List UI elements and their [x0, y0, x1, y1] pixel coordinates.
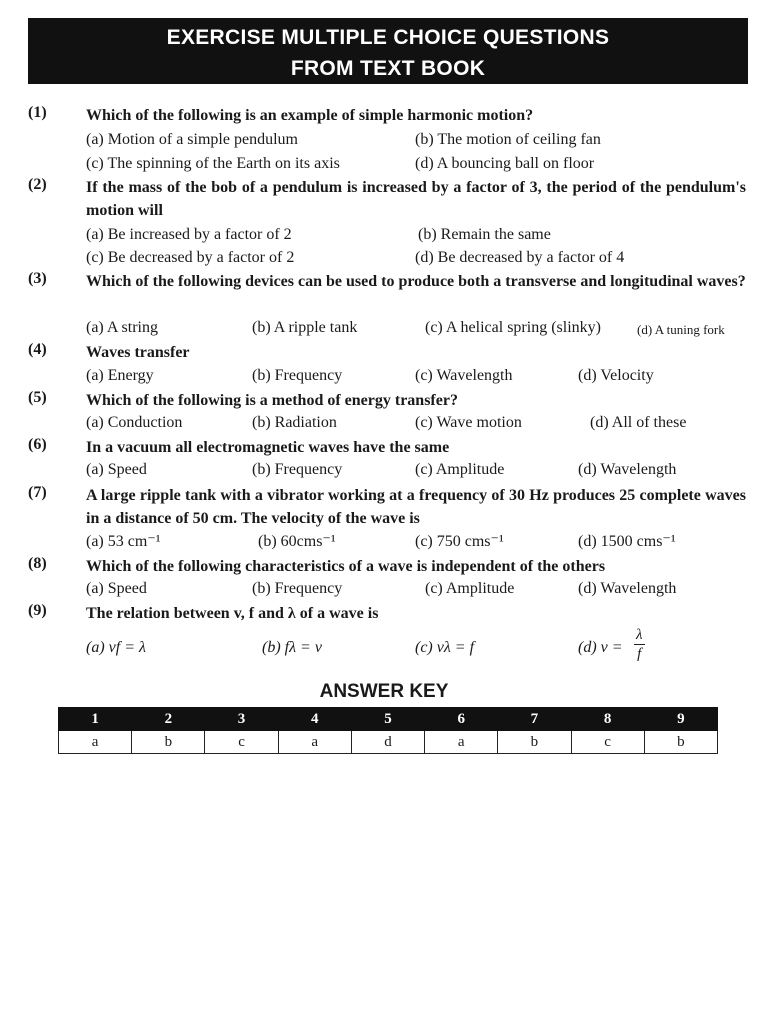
question-number: (6) [28, 436, 47, 453]
answer-key-table [58, 707, 718, 754]
option-c: (c) 750 cms⁻¹ [415, 533, 504, 550]
option-c: (c) Wavelength [415, 367, 513, 384]
question-text: In a vacuum all electromagnetic waves have the same [86, 439, 450, 456]
option-a: (a) Speed [86, 461, 147, 478]
question-number: (7) [28, 484, 47, 501]
question-number: (2) [28, 176, 47, 193]
column-header: 9 [644, 708, 717, 731]
option-a: (a) 53 cm⁻¹ [86, 533, 161, 550]
option-a: (a) Energy [86, 367, 154, 384]
answer-cell: b [132, 731, 205, 754]
option-b: (b) fλ = v [262, 639, 322, 656]
column-header: 5 [351, 708, 424, 731]
header-line-2: FROM TEXT BOOK [290, 57, 486, 80]
option-b: (b) The motion of ceiling fan [415, 131, 601, 148]
option-a: (a) Be increased by a factor of 2 [86, 226, 292, 243]
question-text: Which of the following devices can be used to produce both a transverse and longitudinal waves? [86, 273, 746, 290]
header-line-1: EXERCISE MULTIPLE CHOICE QUESTIONS [166, 26, 610, 49]
column-header: 2 [132, 708, 205, 731]
option-d: (d) A bouncing ball on floor [415, 155, 595, 172]
question-text: Waves transfer [86, 344, 190, 361]
option-c: (c) Wave motion [415, 414, 522, 431]
option-d: (d) 1500 cms⁻¹ [578, 533, 676, 550]
option-d: (d) Velocity [578, 367, 654, 384]
answer-cell: d [351, 731, 424, 754]
column-header: 7 [498, 708, 571, 731]
question-number: (8) [28, 555, 47, 572]
question-text: The relation between v, f and λ of a wave is [86, 605, 379, 622]
question-text: A large ripple tank with a vibrator working at a frequency of 30 Hz produces 25 complete waves in a distance of 50 cm. The velocity of the wave is [86, 487, 746, 527]
option-b: (b) Remain the same [418, 226, 551, 243]
option-a: (a) Speed [86, 580, 147, 597]
answer-key-title: ANSWER KEY [319, 681, 449, 702]
option-b: (b) A ripple tank [252, 319, 358, 336]
option-b: (b) Frequency [252, 580, 343, 597]
column-header: 1 [59, 708, 132, 731]
option-d: (d) All of these [590, 414, 687, 431]
answer-cell: a [425, 731, 498, 754]
option-c: (c) A helical spring (slinky) [425, 319, 601, 336]
question-text: If the mass of the bob of a pendulum is increased by a factor of 3, the period of the pendulum's motion will [86, 179, 746, 219]
option-d: (d) Wavelength [578, 580, 677, 597]
page-header [28, 18, 748, 84]
option-c: (c) vλ = f [415, 639, 475, 656]
option-b: (b) Frequency [252, 367, 343, 384]
answer-cell: c [571, 731, 644, 754]
question-number: (4) [28, 341, 47, 358]
option-d: (d) A tuning fork [637, 322, 725, 337]
option-a: (a) Conduction [86, 414, 183, 431]
question-text: Which of the following is a method of energy transfer? [86, 392, 458, 409]
fraction-denominator: f [637, 646, 642, 662]
fraction-numerator: λ [636, 627, 643, 643]
option-a: (a) vf = λ [86, 639, 146, 656]
question-number: (5) [28, 389, 47, 406]
question-number: (1) [28, 104, 47, 121]
question-number: (3) [28, 270, 47, 287]
question-text: Which of the following characteristics of a wave is independent of the others [86, 558, 606, 575]
column-header: 8 [571, 708, 644, 731]
option-c: (c) Be decreased by a factor of 2 [86, 249, 295, 266]
column-header: 4 [278, 708, 351, 731]
option-a: (a) Motion of a simple pendulum [86, 131, 298, 148]
option-d: (d) Wavelength [578, 461, 677, 478]
fraction-lambda-over-f [634, 626, 645, 663]
column-header: 6 [425, 708, 498, 731]
option-a: (a) A string [86, 319, 158, 336]
answer-key-row [59, 731, 718, 754]
option-b: (b) Radiation [252, 414, 337, 431]
option-b: (b) 60cms⁻¹ [258, 533, 336, 550]
answer-cell: b [498, 731, 571, 754]
answer-cell: b [644, 731, 717, 754]
option-c: (c) Amplitude [425, 580, 515, 597]
answer-cell: a [278, 731, 351, 754]
question-number: (9) [28, 602, 47, 619]
option-b: (b) Frequency [252, 461, 343, 478]
answer-cell: a [59, 731, 132, 754]
option-d: (d) Be decreased by a factor of 4 [415, 249, 625, 266]
question-text: Which of the following is an example of simple harmonic motion? [86, 107, 534, 124]
answer-cell: c [205, 731, 278, 754]
option-d: (d) v = [578, 639, 623, 656]
option-c: (c) Amplitude [415, 461, 505, 478]
column-header: 3 [205, 708, 278, 731]
option-c: (c) The spinning of the Earth on its axis [86, 155, 340, 172]
answer-key-header-row [59, 708, 718, 731]
